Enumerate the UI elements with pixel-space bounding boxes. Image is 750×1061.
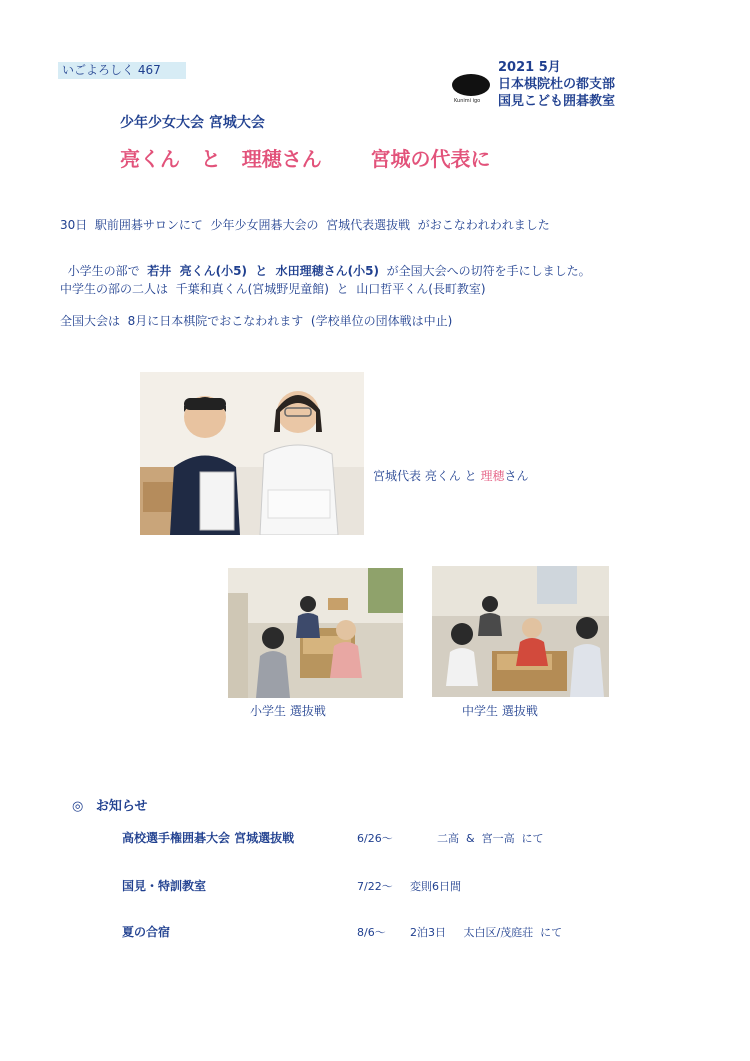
body-line-3: 中学生の部の二人は 千葉和真くん(宮城野児童館) と 山口哲平くん(長町教室) xyxy=(60,282,486,296)
issue-label: いごよろしく 467 xyxy=(58,62,186,79)
notice-item-detail: 変則6日間 xyxy=(410,880,461,893)
double-circle-icon: ◎ xyxy=(72,799,84,814)
header-school: 国見こども囲碁教室 xyxy=(498,94,616,109)
photo-caption-highlight: 理穂 xyxy=(480,469,505,483)
body-line-2 xyxy=(60,248,591,279)
photo-caption xyxy=(373,467,528,484)
logo-text: Kunimi igo xyxy=(454,98,481,104)
notice-heading xyxy=(72,795,148,814)
go-stone-icon xyxy=(452,74,490,96)
notice-item-detail: 二高 & 宮一高 にて xyxy=(437,832,544,845)
notice-item-date: 7/22〜 xyxy=(357,880,393,893)
headline: 亮くん と 理穂さん 宮城の代表に xyxy=(120,147,491,171)
notice-item-title: 高校選手権囲碁大会 宮城選抜戦 xyxy=(122,831,295,845)
junior-match-photo xyxy=(432,566,609,697)
winner-names: 若井 亮くん(小5) と 水田理穂さん(小5) xyxy=(147,264,379,278)
body-line-4: 全国大会は 8月に日本棋院でおこなわれます (学校単位の団体戦は中止) xyxy=(60,314,453,328)
body-line-2-pre: 小学生の部で xyxy=(67,264,148,278)
photo-caption-prefix: 宮城代表 亮くん と xyxy=(373,469,481,483)
body-line-1: 30日 駅前囲碁サロンにて 少年少女囲碁大会の 宮城代表選抜戦 がおこなわれわれました xyxy=(60,218,550,232)
representatives-photo xyxy=(140,372,364,535)
notice-item-date: 6/26〜 xyxy=(357,832,393,845)
notice-item-title: 夏の合宿 xyxy=(122,925,171,939)
photo-caption-suffix: さん xyxy=(504,469,529,483)
elementary-match-photo xyxy=(228,568,403,698)
elementary-caption: 小学生 選抜戦 xyxy=(250,704,326,718)
header-org: 日本棋院杜の都支部 xyxy=(498,77,616,92)
notice-heading-text: お知らせ xyxy=(95,799,148,814)
notice-item-title: 国見・特訓教室 xyxy=(122,879,207,893)
junior-caption: 中学生 選抜戦 xyxy=(462,704,538,718)
header-date: 2021 5月 xyxy=(498,60,561,75)
club-logo xyxy=(452,74,490,108)
notice-item-date: 8/6〜 xyxy=(357,926,386,939)
subtitle: 少年少女大会 宮城大会 xyxy=(120,115,265,131)
body-line-2-post: が全国大会への切符を手にしました。 xyxy=(379,264,591,278)
notice-item-detail: 2泊3日 太白区/茂庭荘 にて xyxy=(410,926,563,939)
